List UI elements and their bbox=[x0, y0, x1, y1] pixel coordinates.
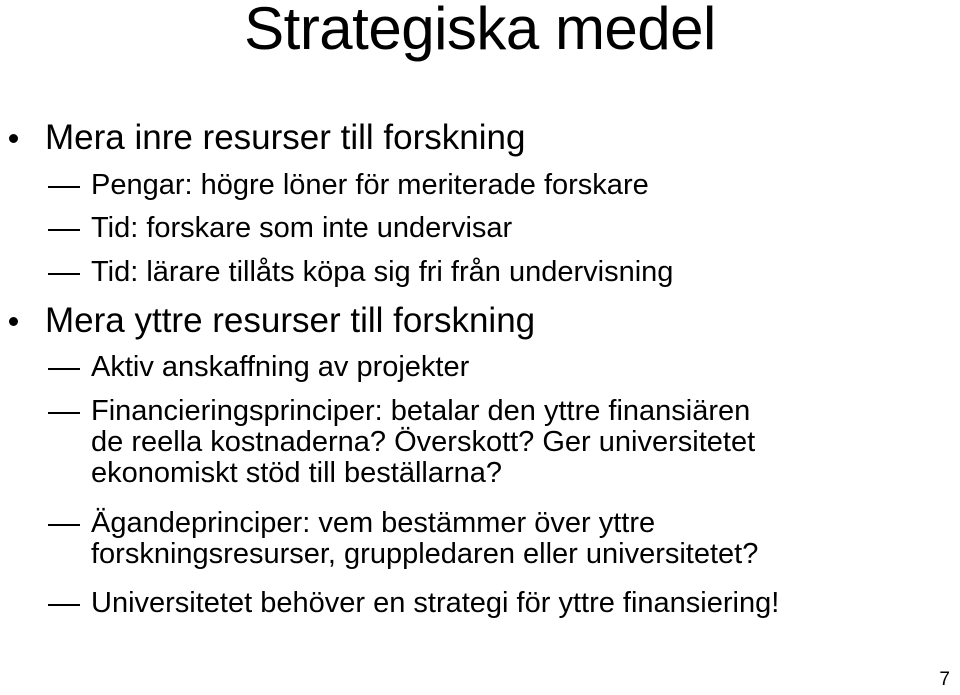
sub-item-strategi bbox=[91, 588, 779, 619]
sub-item-text: Universitetet behöver en strategi för yttre finansiering! bbox=[91, 587, 780, 619]
dash-icon bbox=[48, 368, 80, 370]
bullet-item-inre-resurser bbox=[45, 118, 525, 158]
sub-item-text-line-1: Ägandeprinciper: vem bestämmer över yttre bbox=[91, 507, 656, 539]
sub-item-aktiv-anskaffning bbox=[91, 352, 469, 383]
sub-item-text: Tid: forskare som inte undervisar bbox=[91, 212, 513, 244]
dash-icon bbox=[48, 229, 80, 231]
sub-item-text: Aktiv anskaffning av projekter bbox=[91, 351, 470, 383]
dash-icon bbox=[48, 273, 80, 275]
dash-icon bbox=[48, 604, 80, 606]
bullet-item-yttre-resurser bbox=[45, 301, 535, 341]
sub-item-text-line-1: Financieringsprinciper: betalar den yttre finansiären bbox=[91, 395, 751, 427]
dash-icon bbox=[48, 412, 80, 414]
sub-item-agandeprinciper bbox=[91, 508, 758, 570]
slide-title: Strategiska medel bbox=[244, 0, 716, 62]
bullet-dot-icon bbox=[9, 317, 18, 326]
sub-item-text-line-3: ekonomiskt stöd till beställarna? bbox=[91, 457, 503, 489]
sub-item-text-line-2: de reella kostnaderna? Överskott? Ger universitetet bbox=[91, 426, 756, 458]
bullet-dot-icon bbox=[9, 134, 18, 143]
sub-item-tid-forskare bbox=[91, 213, 512, 244]
sub-item-tid-larare bbox=[91, 257, 673, 288]
sub-item-financieringsprinciper bbox=[91, 396, 755, 489]
sub-item-text: Tid: lärare tillåts köpa sig fri från undervisning bbox=[91, 256, 674, 288]
dash-icon bbox=[48, 186, 80, 188]
sub-item-text: Pengar: högre löner för meriterade forskare bbox=[91, 169, 649, 201]
page-number: 7 bbox=[939, 669, 950, 690]
sub-item-text-line-2: forskningsresurser, gruppledaren eller universitetet? bbox=[91, 538, 759, 570]
sub-item-pengar bbox=[91, 170, 649, 201]
bullet-text: Mera inre resurser till forskning bbox=[45, 118, 526, 157]
bullet-text: Mera yttre resurser till forskning bbox=[45, 301, 536, 340]
dash-icon bbox=[48, 524, 80, 526]
